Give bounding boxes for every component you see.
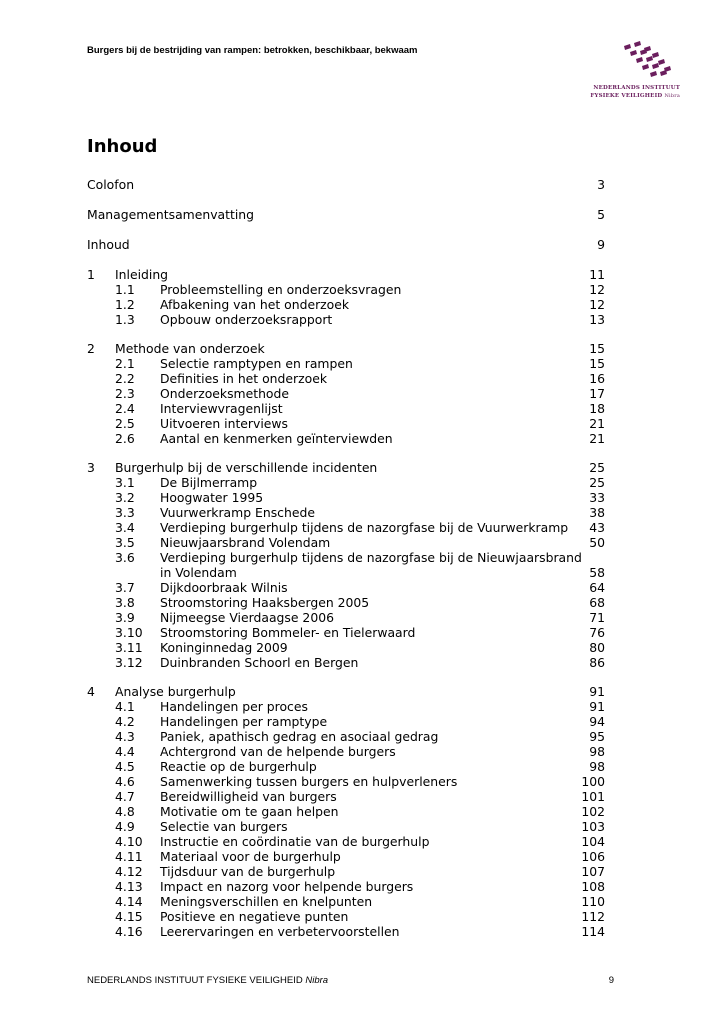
toc-section-title: Tijdsduur van de burgerhulp	[160, 864, 336, 879]
toc-section-entry	[87, 774, 605, 789]
toc-chapter-number: 4	[87, 684, 95, 699]
logo-abbr: Nibra	[664, 93, 680, 99]
nibra-logo-mark-icon	[590, 40, 680, 80]
toc-section-title: Materiaal voor de burgerhulp	[160, 849, 341, 864]
toc-section-entry	[87, 909, 605, 924]
toc-section-title: Koninginnedag 2009	[160, 640, 288, 655]
toc-section-page: 43	[589, 520, 605, 535]
toc-section-number: 2.6	[115, 431, 135, 446]
toc-section-entry	[87, 580, 605, 595]
toc-section-entry	[87, 834, 605, 849]
toc-section-page: 80	[589, 640, 605, 655]
toc-chapter-title: Burgerhulp bij de verschillende incidenten	[115, 460, 378, 475]
toc-section-number: 3.4	[115, 520, 135, 535]
toc-chapter-entry	[87, 460, 605, 475]
toc-section-number: 3.1	[115, 475, 135, 490]
toc-section-page: 103	[581, 819, 605, 834]
toc-section-page: 86	[589, 655, 605, 670]
toc-chapter-page: 91	[589, 684, 605, 699]
toc-section-page: 58	[589, 565, 605, 580]
toc-section-title: Impact en nazorg voor helpende burgers	[160, 879, 414, 894]
toc-section-title: Meningsverschillen en knelpunten	[160, 894, 373, 909]
toc-section-title: Selectie van burgers	[160, 819, 288, 834]
toc-section-title: Stroomstoring Bommeler- en Tielerwaard	[160, 625, 416, 640]
toc-section-number: 4.7	[115, 789, 135, 804]
toc-section-entry	[87, 535, 605, 550]
toc-section-entry	[87, 819, 605, 834]
toc-section-page: 17	[589, 386, 605, 401]
toc-section-title: Handelingen per ramptype	[160, 714, 328, 729]
toc-title: Inhoud	[87, 136, 158, 157]
toc-chapter-title: Analyse burgerhulp	[115, 684, 236, 699]
toc-section-entry	[87, 655, 605, 670]
toc-section-number: 4.8	[115, 804, 135, 819]
toc-chapter-page: 11	[589, 267, 605, 282]
toc-section-page: 71	[589, 610, 605, 625]
toc-chapter-page: 15	[589, 341, 605, 356]
toc-section-entry	[87, 431, 605, 446]
toc-section-title: Vuurwerkramp Enschede	[160, 505, 315, 520]
toc-section-title: Hoogwater 1995	[160, 490, 264, 505]
toc-section-page: 100	[581, 774, 605, 789]
toc-section-number: 3.7	[115, 580, 135, 595]
toc-section-number: 3.12	[115, 655, 143, 670]
toc-section-entry	[87, 864, 605, 879]
logo-text-line2	[590, 93, 680, 99]
toc-section-entry	[87, 610, 605, 625]
toc-section-entry	[87, 625, 605, 640]
toc-section-page: 12	[589, 282, 605, 297]
toc-section-page: 76	[589, 625, 605, 640]
toc-section-number: 3.11	[115, 640, 143, 655]
toc-section-page: 50	[589, 535, 605, 550]
toc-section-page: 91	[589, 699, 605, 714]
toc-section-title: Verdieping burgerhulp tijdens de nazorgfase bij de Vuurwerkramp	[160, 520, 569, 535]
toc-section-number: 4.5	[115, 759, 135, 774]
toc-section-page: 98	[589, 744, 605, 759]
toc-section-entry	[87, 789, 605, 804]
toc-section-title: Reactie op de burgerhulp	[160, 759, 317, 774]
toc-front-entry	[87, 177, 605, 192]
toc-section-title: Samenwerking tussen burgers en hulpverleners	[160, 774, 458, 789]
toc-section-number: 1.2	[115, 297, 135, 312]
toc-section-entry	[87, 356, 605, 371]
toc-section-page: 114	[581, 924, 605, 939]
logo-text-line1: NEDERLANDS INSTITUUT	[593, 85, 680, 91]
toc-section-entry	[87, 924, 605, 939]
toc-front-entry	[87, 207, 605, 222]
toc-entry-title: Inhoud	[87, 237, 130, 252]
toc-chapter-title: Inleiding	[115, 267, 169, 282]
footer-page-number: 9	[608, 975, 614, 986]
toc-chapter-number: 3	[87, 460, 95, 475]
toc-section-title: De Bijlmerramp	[160, 475, 258, 490]
toc-chapter-entry	[87, 267, 605, 282]
toc-section-page: 94	[589, 714, 605, 729]
toc-section-entry	[87, 520, 605, 535]
toc-section-entry	[87, 282, 605, 297]
toc-section-number: 3.5	[115, 535, 135, 550]
toc-section-entry	[87, 416, 605, 431]
toc-section-page: 112	[581, 909, 605, 924]
toc-section-number: 4.14	[115, 894, 143, 909]
toc-section-entry	[87, 879, 605, 894]
toc-section-page: 16	[589, 371, 605, 386]
toc-section-number: 2.3	[115, 386, 135, 401]
toc-section-title: Leerervaringen en verbetervoorstellen	[160, 924, 400, 939]
toc-front-entry	[87, 237, 605, 252]
toc-section-entry	[87, 894, 605, 909]
toc-section-title: Nieuwjaarsbrand Volendam	[160, 535, 331, 550]
toc-section-title-continuation: in Volendam	[160, 565, 237, 580]
toc-section-title: Dijkdoorbraak Wilnis	[160, 580, 288, 595]
toc-section-number: 3.3	[115, 505, 135, 520]
toc-section-entry	[87, 297, 605, 312]
toc-section-title: Onderzoeksmethode	[160, 386, 290, 401]
toc-entry-title: Colofon	[87, 177, 135, 192]
toc-section-page: 38	[589, 505, 605, 520]
toc-section-number: 4.9	[115, 819, 135, 834]
toc-section-entry	[87, 714, 605, 729]
toc-section-number: 4.6	[115, 774, 135, 789]
toc-section-page: 102	[581, 804, 605, 819]
toc-section-title: Verdieping burgerhulp tijdens de nazorgfase bij de Nieuwjaarsbrand	[160, 550, 582, 565]
toc-section-number: 3.6	[115, 550, 135, 565]
toc-chapter-number: 2	[87, 341, 95, 356]
toc-section-number: 4.10	[115, 834, 143, 849]
toc-section-number: 4.16	[115, 924, 143, 939]
toc-section-entry	[87, 371, 605, 386]
toc-entry-page: 5	[597, 207, 605, 222]
toc-section-page: 21	[589, 431, 605, 446]
toc-chapter-page: 25	[589, 460, 605, 475]
toc-section-entry	[87, 386, 605, 401]
header-title: Burgers bij de bestrijding van rampen: betrokken, beschikbaar, bekwaam	[87, 45, 418, 56]
toc-section-number: 4.1	[115, 699, 135, 714]
footer-org-name: NEDERLANDS INSTITUUT FYSIEKE VEILIGHEID	[87, 975, 303, 986]
toc-section-title: Stroomstoring Haaksbergen 2005	[160, 595, 370, 610]
footer-org-abbr: Nibra	[305, 975, 329, 986]
toc-section-page: 95	[589, 729, 605, 744]
toc-section-title: Aantal en kenmerken geïnterviewden	[160, 431, 393, 446]
toc-section-entry	[87, 804, 605, 819]
nibra-logo	[590, 40, 680, 110]
toc-section-title: Duinbranden Schoorl en Bergen	[160, 655, 359, 670]
toc-section-number: 4.4	[115, 744, 135, 759]
toc-section-page: 108	[581, 879, 605, 894]
toc-section-number: 3.10	[115, 625, 143, 640]
logo-text-line2-main: FYSIEKE VEILIGHEID	[590, 93, 663, 99]
toc-section-page: 64	[589, 580, 605, 595]
toc-section-entry	[87, 401, 605, 416]
toc-section-entry	[87, 759, 605, 774]
toc-section-title: Nijmeegse Vierdaagse 2006	[160, 610, 334, 625]
toc-section-title: Afbakening van het onderzoek	[160, 297, 350, 312]
toc-section-number: 1.1	[115, 282, 135, 297]
toc-section-number: 3.9	[115, 610, 135, 625]
toc-section-number: 3.2	[115, 490, 135, 505]
toc-section-title: Definities in het onderzoek	[160, 371, 327, 386]
toc-entry-page: 3	[597, 177, 605, 192]
toc-section-number: 2.5	[115, 416, 135, 431]
toc-section-page: 12	[589, 297, 605, 312]
toc-section-page: 13	[589, 312, 605, 327]
toc-section-title: Motivatie om te gaan helpen	[160, 804, 339, 819]
toc-section-page: 101	[581, 789, 605, 804]
toc-section-number: 2.1	[115, 356, 135, 371]
toc-section-page: 106	[581, 849, 605, 864]
toc-section-title: Bereidwilligheid van burgers	[160, 789, 337, 804]
toc-entry-page: 9	[597, 237, 605, 252]
toc-section-title: Selectie ramptypen en rampen	[160, 356, 353, 371]
toc-section-number: 4.15	[115, 909, 143, 924]
toc-section-entry	[87, 475, 605, 490]
toc-section-title: Handelingen per proces	[160, 699, 308, 714]
toc-section-title: Positieve en negatieve punten	[160, 909, 349, 924]
toc-section-number: 2.2	[115, 371, 135, 386]
toc-section-page: 98	[589, 759, 605, 774]
toc-section-page: 104	[581, 834, 605, 849]
toc-section-title: Achtergrond van de helpende burgers	[160, 744, 396, 759]
toc-section-entry	[87, 490, 605, 505]
toc-section-entry	[87, 729, 605, 744]
toc-section-page: 18	[589, 401, 605, 416]
toc-section-number: 4.12	[115, 864, 143, 879]
toc-section-number: 4.2	[115, 714, 135, 729]
toc-section-entry	[87, 550, 605, 565]
toc-section-number: 2.4	[115, 401, 135, 416]
toc-section-title: Uitvoeren interviews	[160, 416, 289, 431]
toc-section-number: 4.13	[115, 879, 143, 894]
toc-section-number: 4.11	[115, 849, 143, 864]
toc-section-title: Instructie en coördinatie van de burgerhulp	[160, 834, 430, 849]
toc-section-page: 33	[589, 490, 605, 505]
toc-entry-title: Managementsamenvatting	[87, 207, 255, 222]
toc-section-title: Paniek, apathisch gedrag en asociaal gedrag	[160, 729, 439, 744]
toc-chapter-entry	[87, 341, 605, 356]
toc-section-page: 68	[589, 595, 605, 610]
toc-section-page: 21	[589, 416, 605, 431]
toc-section-number: 1.3	[115, 312, 135, 327]
toc-section-entry	[87, 744, 605, 759]
toc-section-page: 110	[581, 894, 605, 909]
toc-section-entry	[87, 849, 605, 864]
toc-section-title: Probleemstelling en onderzoeksvragen	[160, 282, 402, 297]
toc-section-entry	[87, 699, 605, 714]
toc-section-number: 4.3	[115, 729, 135, 744]
toc-section-title: Opbouw onderzoeksrapport	[160, 312, 333, 327]
toc-chapter-entry	[87, 684, 605, 699]
toc-chapter-title: Methode van onderzoek	[115, 341, 265, 356]
toc-section-title: Interviewvragenlijst	[160, 401, 283, 416]
toc-section-number: 3.8	[115, 595, 135, 610]
toc-section-entry	[87, 505, 605, 520]
toc-section-page: 107	[581, 864, 605, 879]
toc-chapter-number: 1	[87, 267, 95, 282]
toc-section-entry	[87, 312, 605, 327]
toc-section-entry	[87, 640, 605, 655]
toc-section-entry	[87, 595, 605, 610]
toc-section-page: 15	[589, 356, 605, 371]
footer-org	[87, 975, 328, 986]
toc-section-entry-continuation	[87, 565, 605, 580]
toc-section-page: 25	[589, 475, 605, 490]
